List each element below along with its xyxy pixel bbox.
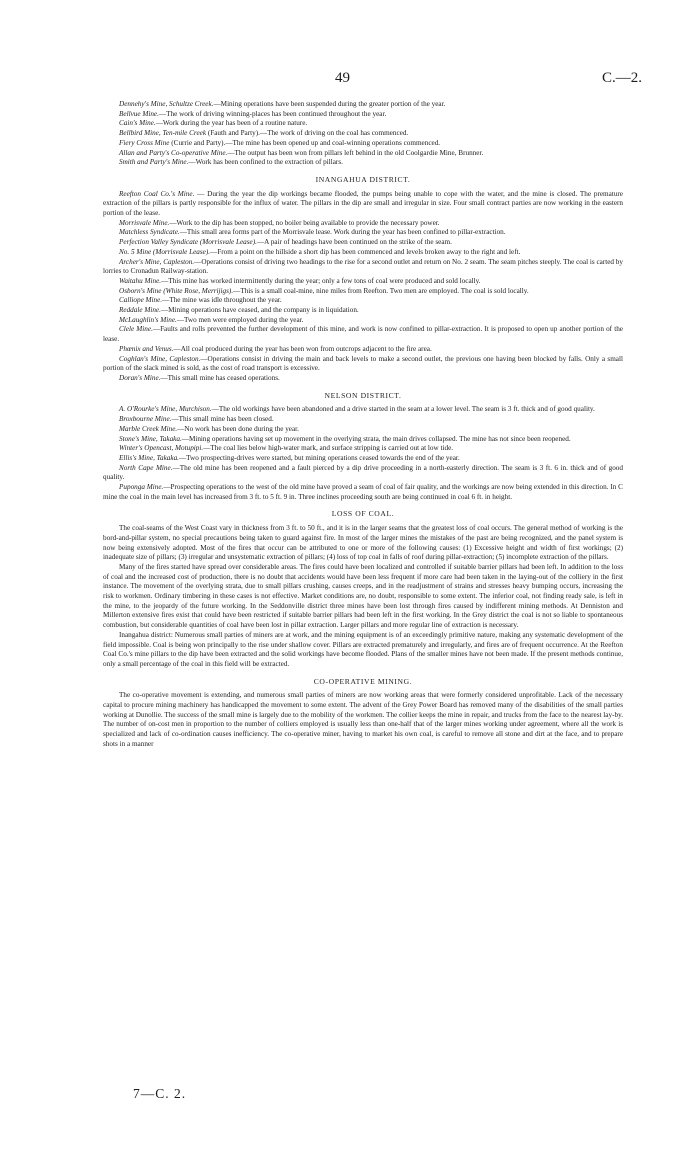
mine-paragraph: Bellvue Mine.—The work of driving winning-places has been continued throughout the year. xyxy=(119,109,387,118)
mine-paragraph: Perfection Valley Syndicate (Morrisvale Lease).—A pair of headings have been continued on the strike of the seam. xyxy=(119,238,452,247)
mine-paragraph: McLaughlin's Mine.—Two men were employed during the year. xyxy=(119,315,304,324)
nelson-section xyxy=(103,391,623,503)
mine-paragraph: Puponga Mine.—Prospecting operations to the west of the old mine have proved a seam of coal of fair quality, and the workings are now being extended in this direction. In C mine the coal in the main level has increased from 3 ft. to 5 ft. 9 in. Three inclines proceeding south are being continued in coal 6 ft. in height. xyxy=(103,483,623,501)
section-heading: INANGAHUA DISTRICT. xyxy=(315,174,411,184)
mine-paragraph: Dennehy's Mine, Schultze Creek.—Mining operations have been suspended during the greater portion of the year. xyxy=(119,100,446,108)
document-body xyxy=(103,100,623,750)
mine-paragraph: Coghlan's Mine, Capleston.—Operations consist in driving the main and back levels to make a second outlet, the previous one having been blocked by falls. Only a small portion of the slack mined is sold, as the cost of road transport is excessive. xyxy=(103,354,623,373)
mine-paragraph: Allan and Party's Co-operative Mine.—The output has been won from pillars left behind in the old Coolgardie Mine, Brunner. xyxy=(119,148,484,157)
mine-paragraph: Winter's Opencast, Motupipi.—The coal lies below high-water mark, and surface stripping is carried out at low tide. xyxy=(119,444,454,453)
mine-paragraph: Ellis's Mine, Takaka.—Two prospecting-drives were started, but mining operations ceased towards the end of the year. xyxy=(119,453,460,462)
loss-of-coal-section xyxy=(103,509,623,669)
mine-paragraph: North Cape Mine.—The old mine has been reopened and a fault pierced by a dip drive proceeding in a north-easterly direction. The seam is 3 ft. 6 in. thick and of good quality. xyxy=(103,463,623,482)
co-operative-mining-section xyxy=(103,677,623,750)
mine-paragraph: Reefton Coal Co.'s Mine. — During the year the dip workings became flooded, the pumps being unable to cope with the water, and the mine is closed. The premature extraction of the pillars is partly responsible for the influx of water. The pillars in the dip are small and irregular in size. Four small contract parties are now working in the eastern portion of the lease. xyxy=(103,189,623,218)
mine-paragraph: Smith and Party's Mine.—Work has been confined to the extraction of pillars. xyxy=(119,158,343,167)
mine-paragraph: Matchless Syndicate.—This small area forms part of the Morrisvale lease. Work during the year has been confined to pillar-extraction. xyxy=(119,228,506,237)
mine-paragraph: Broxbourne Mine.—This small mine has been closed. xyxy=(119,415,274,424)
mine-paragraph: Calliope Mine.—The mine was idle throughout the year. xyxy=(119,296,282,305)
page-header xyxy=(0,70,700,94)
inangahua-section xyxy=(103,175,623,384)
page-number: 49 xyxy=(335,70,350,86)
body-paragraph: The coal-seams of the West Coast vary in thickness from 3 ft. to 50 ft., and it is in the larger seams that the greatest loss of coal occurs. The general method of working is the bord-and-pillar system, no special precautions being taken to guard against fire. In most of the larger mines the mistakes of the past are being recognized, and the panel system is now being extensively adopted. Most of the fires that occur can be attributed to one or more of the following causes: (1) Excessive height and width of first workings; (2) inadequate size of pillars; (3) irregular and unsystematic extraction of pillars; (4) loss of top coal in falls of roof during pillar-extraction; (5) incomplete extraction of the pillars. xyxy=(103,524,623,562)
mine-paragraph: Reddale Mine.—Mining operations have ceased, and the company is in liquidation. xyxy=(119,306,359,315)
mine-paragraph: A. O'Rourke's Mine, Murchison.—The old workings have been abandoned and a drive started in the seam at a lower level. The seam is 3 ft. thick and of good quality. xyxy=(119,405,595,414)
body-paragraph: Many of the fires started have spread over considerable areas. The fires could have been localized and controlled if suitable barrier pillars had been left. In addition to the loss of coal and the increased cost of production, there is no doubt that accidents would have been less frequent if more care had been taken in the laying-out of the colliery in the first instance. The movement of the overlying strata, due to small pillars crushing, causes creeps, and in the readjustment of strains and stresses heavy bumping occurs, increasing the risk to workmen. Ordinary timbering in these cases is not effective. Market conditions are, no doubt, responsible to some extent. The inferior coal, not finding ready sale, is left in the mine, to the jeopardy of the future working. In the Seddonville district three mines have been lost through fires caused by indifferent mining methods. At Denniston and Millerton extensive fires exist that could have been restricted if suitable barrier pillars had been left in the first working. In the Grey district the coal is not so liable to spontaneous combustion, but considerable quantities of coal have been lost in pillar extraction. Larger pillars and more regular line of extraction is necessary. xyxy=(103,562,623,630)
mine-paragraph: Cain's Mine.—Work during the year has been of a routine nature. xyxy=(119,119,308,128)
mine-paragraph: Morrisvale Mine.—Work to the dip has been stopped, no boiler being available to provide the necessary power. xyxy=(119,218,440,227)
mine-paragraph: Clele Mine.—Faults and rolls prevented the further development of this mine, and work is now confined to pillar-extraction. It is proposed to open up another portion of the lease. xyxy=(103,325,623,344)
mine-paragraph: Stone's Mine, Takaka.—Mining operations having set up movement in the overlying strata, the main drives collapsed. The mine has not since been reopened. xyxy=(119,434,571,443)
section-heading: LOSS OF COAL. xyxy=(331,509,395,519)
mine-paragraph: Bellbird Mine, Ten-mile Creek (Fauth and Party).—The work of driving on the coal has commenced. xyxy=(119,129,409,138)
mine-paragraph: Osborn's Mine (White Rose, Merrijigs).—This is a small coal-mine, nine miles from Reefton. Two men are employed. The coal is sold locally. xyxy=(119,286,529,295)
page-signature: 7—C. 2. xyxy=(133,1086,187,1101)
section-heading: NELSON DISTRICT. xyxy=(324,390,402,400)
body-paragraph: The co-operative movement is extending, and numerous small parties of miners are now working areas that were formerly considered unprofitable. Lack of the necessary capital to procure mining machinery has handicapped the movement to some extent. The advent of the Grey Power Board has removed many of the disabilities of the small parties working at Dunollie. The success of the small mine is largely due to the mobility of the workmen. The collier keeps the mine in repair, and trucks from the face to the nearest lay-by. The number of on-cost men in proportion to the number of colliers employed is usually less than one-half that of the larger mines working under agreement, where all the work is specialized and lack of co-ordination causes inefficiency. The co-operative miner, having to market his own coal, is careful to remove all stone and dirt at the face, and to prepare shots in a manner xyxy=(103,691,623,748)
mine-paragraph: Doran's Mine.—This small mine has ceased operations. xyxy=(119,373,280,382)
body-paragraph: Inangahua district: Numerous small parties of miners are at work, and the mining equipment is of an exceedingly primitive nature, making any systematic development of the field impossible. Coal is being won principally to the rise under shallow cover. Pillars are extracted prematurely and irregularly, and fires are of frequent occurrence. At the Reefton Coal Co.'s mine pillars to the dip have been extracted and the solid workings have become flooded. Plans of the smaller mines have not been made. If the present methods continue, only a small percentage of the coal in this field will be extracted. xyxy=(103,630,623,668)
mine-paragraph: Archer's Mine, Capleston.—Operations consist of driving two headings to the rise for a second outlet and return on No. 2 seam. The seam pitches steeply. The coal is carted by lorries to Cronadun Railway-station. xyxy=(103,257,623,276)
section-heading: CO-OPERATIVE MINING. xyxy=(313,676,413,686)
mine-reports-section xyxy=(103,100,623,168)
document-reference: C.—2. xyxy=(601,70,642,86)
mine-paragraph: Marble Creek Mine.—No work has been done during the year. xyxy=(119,424,299,433)
mine-paragraph: No. 5 Mine (Morrisvale Lease).—From a point on the hillside a short dip has been commenced and levels broken away to the right and left. xyxy=(119,247,521,256)
mine-paragraph: Fiery Cross Mine (Currie and Party).—The mine has been opened up and coal-winning operations commenced. xyxy=(119,138,441,147)
mine-paragraph: Phœnix and Venus.—All coal produced during the year has been won from outcrops adjacent to the fire area. xyxy=(119,344,432,353)
mine-paragraph: Waitahu Mine.—This mine has worked intermittently during the year; only a few tons of coal were produced and sold locally. xyxy=(119,276,481,285)
